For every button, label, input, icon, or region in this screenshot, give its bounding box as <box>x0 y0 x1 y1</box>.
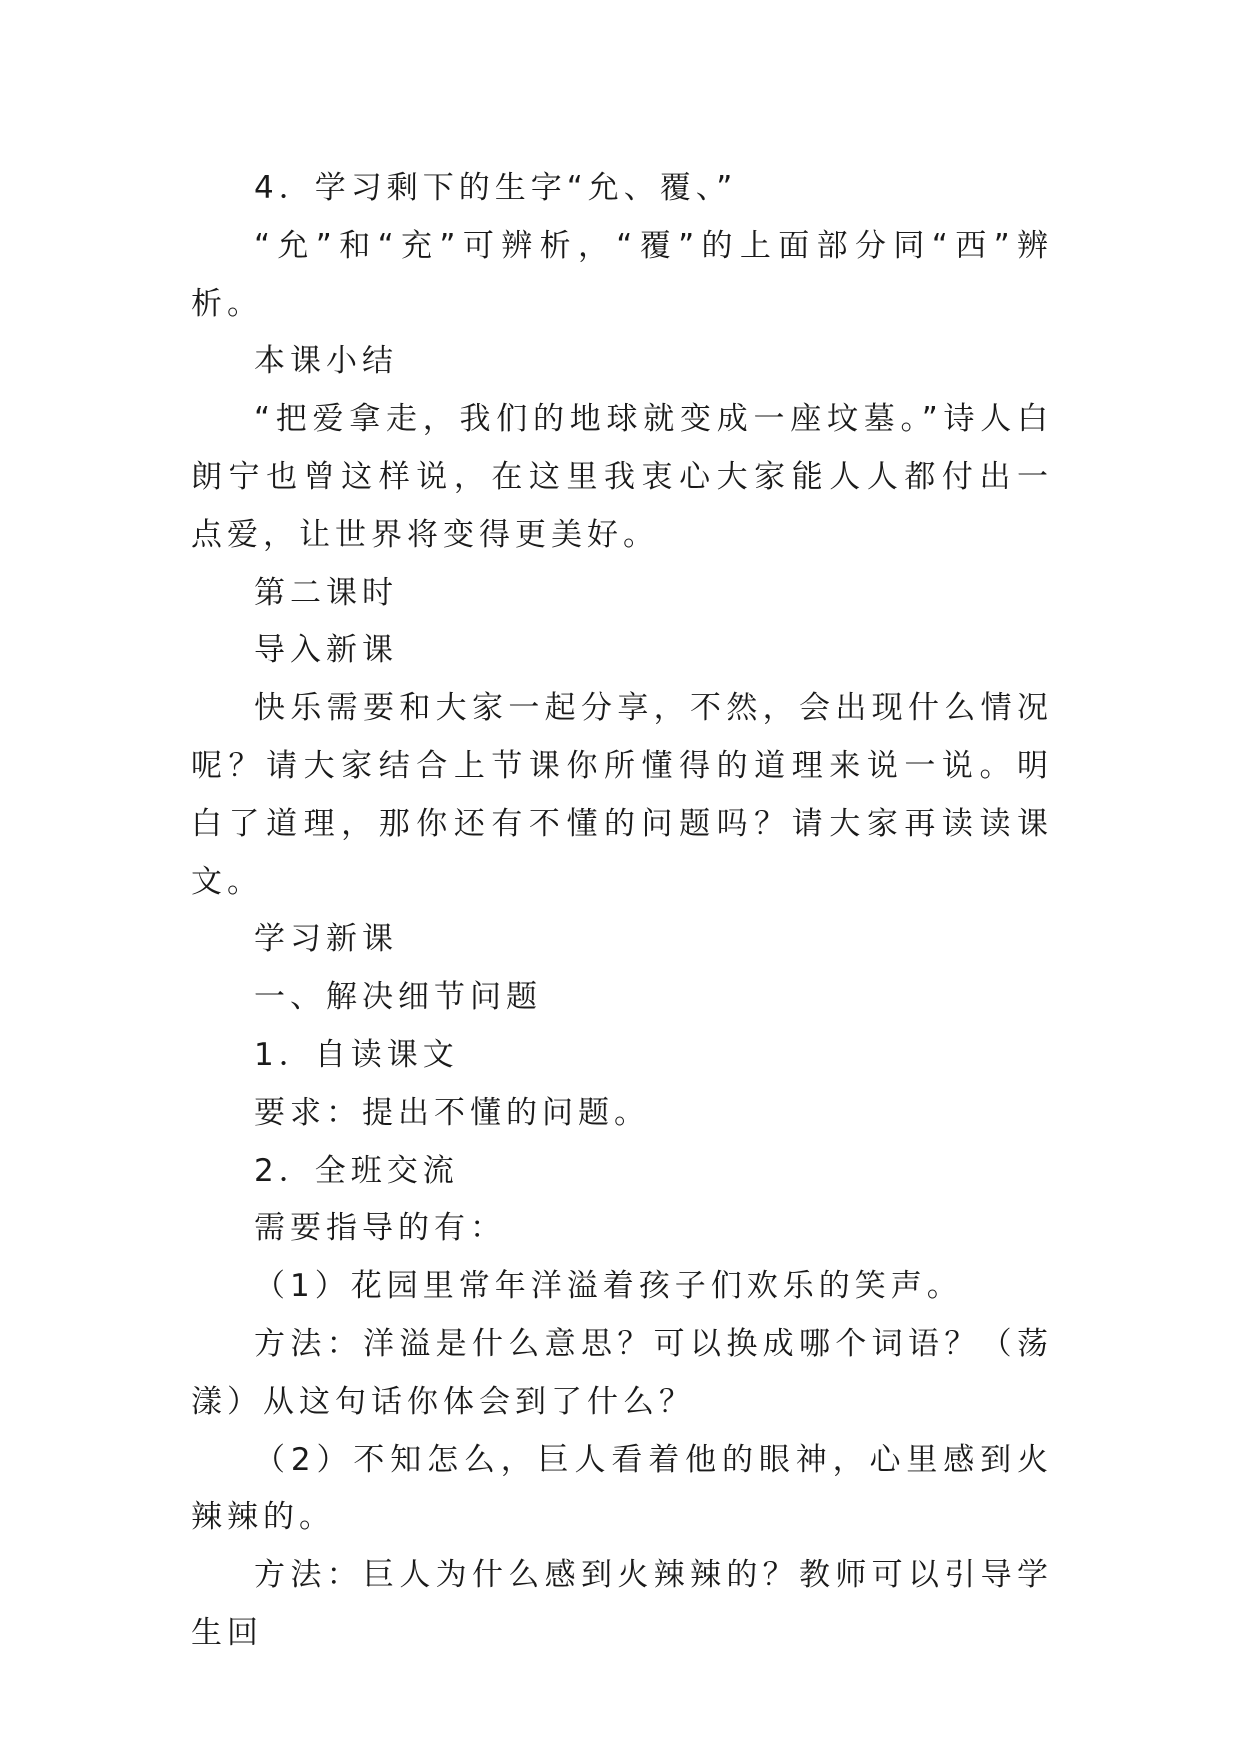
paragraph-introduction: 快乐需要和大家一起分享，不然，会出现什么情况呢？请大家结合上节课你所懂得的道理来说一说。明白了道理，那你还有不懂的问题吗？请大家再读读课文。 <box>191 690 1053 900</box>
paragraph-summary-quote: “把爱拿走，我们的地球就变成一座坟墓。”诗人白朗宁也曾这样说，在这里我衷心大家能人人都付出一点爱，让世界将变得更美好。 <box>191 401 1053 553</box>
paragraph-requirement: 要求：提出不懂的问题。 <box>254 1094 650 1131</box>
document-body <box>191 160 1053 1663</box>
list-item-giant-sentence: （2）不知怎么，巨人看着他的眼神，心里感到火辣辣的。 <box>191 1441 1053 1536</box>
list-item-self-reading: 1．自读课文 <box>254 1036 459 1073</box>
heading-solve-detail-questions: 一、解决细节问题 <box>254 979 542 1016</box>
list-item-class-discussion: 2．全班交流 <box>254 1152 459 1189</box>
heading-lesson-summary: 本课小结 <box>254 343 398 380</box>
paragraph-method-overflowing: 方法：洋溢是什么意思？可以换成哪个词语？（荡漾）从这句话你体会到了什么？ <box>191 1325 1053 1420</box>
heading-second-period: 第二课时 <box>254 574 398 611</box>
paragraph-character-distinction: “允”和“充”可辨析，“覆”的上面部分同“西”辨析。 <box>191 227 1053 322</box>
paragraph-guidance-needed: 需要指导的有： <box>254 1210 506 1247</box>
heading-introduce-new-lesson: 导入新课 <box>254 632 398 669</box>
paragraph-method-giant: 方法：巨人为什么感到火辣辣的？教师可以引导学生回 <box>191 1557 1053 1651</box>
paragraph-study-remaining-characters: 4．学习剩下的生字“允、覆、” <box>254 170 738 206</box>
list-item-garden-sentence: （1）花园里常年洋溢着孩子们欢乐的笑声。 <box>254 1268 963 1305</box>
heading-learn-new-lesson: 学习新课 <box>254 921 398 958</box>
